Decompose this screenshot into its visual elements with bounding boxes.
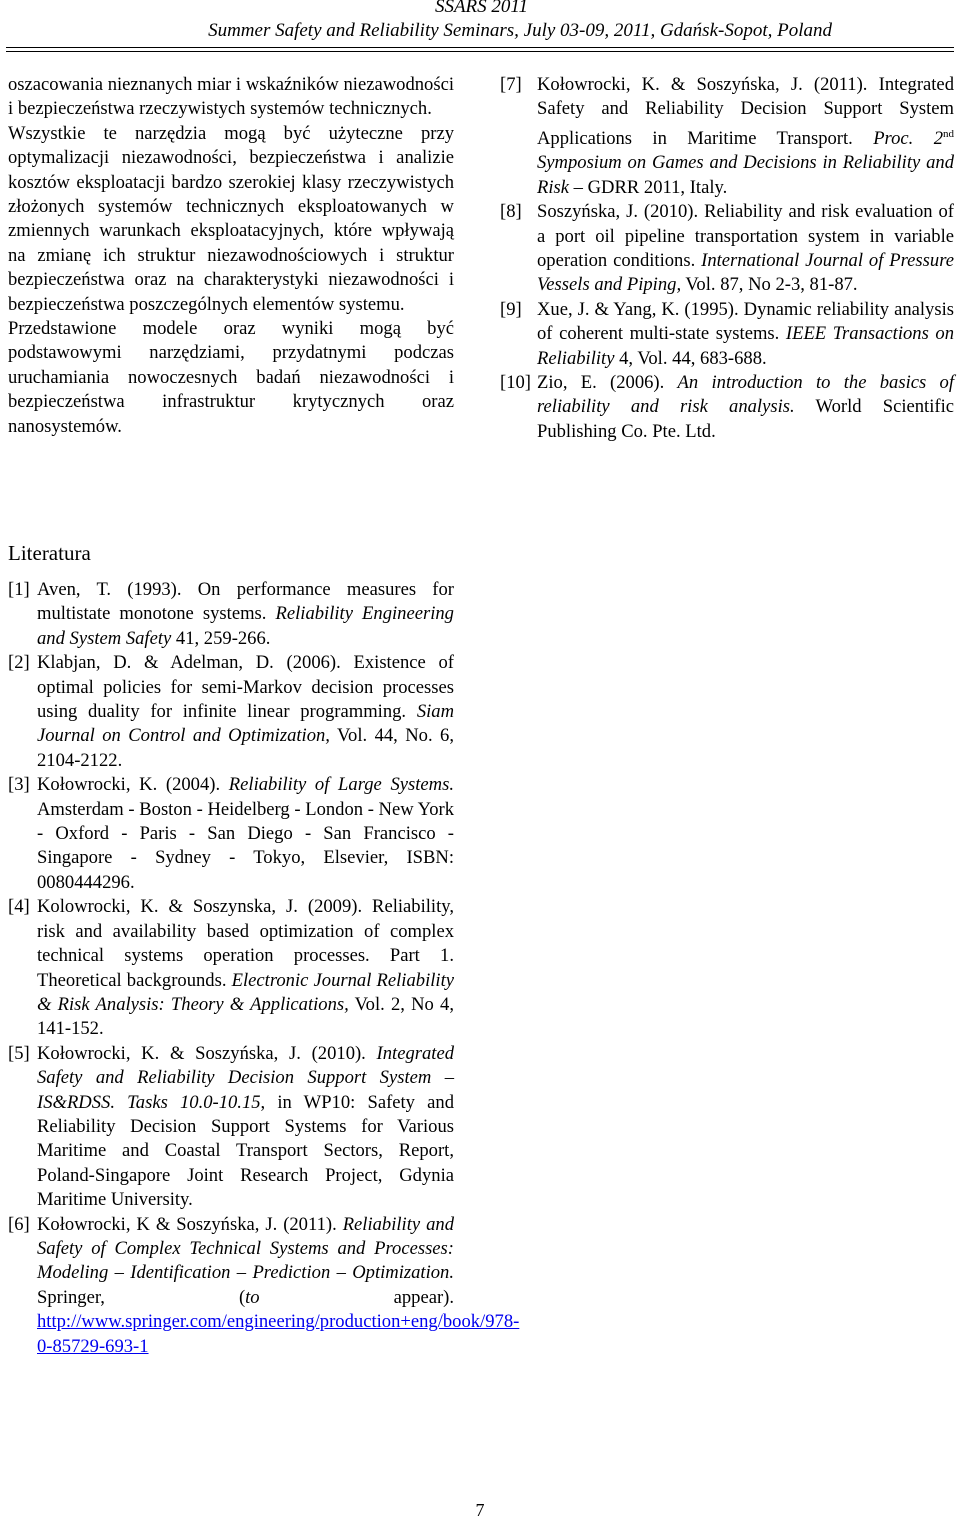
reference-item: [2] Klabjan, D. & Adelman, D. (2006). Existence of optimal policies for semi-Markov decision processes using duality for infinite linear programming. Siam Journal on Control and Optimization, Vol. 44, No. 6, 2104-2122. [8, 652, 454, 771]
reference-item: [1] Aven, T. (1993). On performance measures for multistate monotone systems. Reliability Engineering and System Safety 41, 259-266. [8, 579, 454, 649]
header-subtitle: Summer Safety and Reliability Seminars, July 03-09, 2011, Gdańsk-Sopot, Poland [208, 20, 832, 41]
reference-item: [6] Kołowrocki, K & Soszyńska, J. (2011). Reliability and Safety of Complex Technical Systems and Processes: Modeling – Identification – Prediction – Optimization. Springer, (to appear). http://www.springer.com/engineering/production+eng/book/978-0-85729-693-1 [8, 1213, 520, 1357]
reference-item: [3] Kołowrocki, K. (2004). Reliability of Large Systems. Amsterdam - Boston - Heidelberg - London - New York - Oxford - Paris - San Diego - San Francisco - Singapore - Sydney - Tokyo, Elsevier, ISBN: 0080444296. [8, 774, 454, 893]
references-heading: Literatura [8, 541, 91, 565]
reference-item: [9] Xue, J. & Yang, K. (1995). Dynamic reliability analysis of coherent multi-state systems. IEEE Transactions on Reliability 4, Vol. 44, 683-688. [500, 298, 955, 369]
reference-link[interactable]: http://www.springer.com/engineering/production+eng/book/978-0-85729-693-1 [37, 1311, 520, 1357]
reference-item: [8] Soszyńska, J. (2010). Reliability and risk evaluation of a port oil pipeline transportation system in variable operation conditions. International Journal of Pressure Vessels and Piping, Vol. 87, No 2-3, 81-87. [500, 201, 954, 296]
header-title: SSARS 2011 [434, 0, 528, 17]
reference-item: [4] Kolowrocki, K. & Soszynska, J. (2009). Reliability, risk and availability based optimization of complex technical systems operation processes. Part 1. Theoretical backgrounds. Electronic Journal Reliability & Risk Analysis: Theory & Applications, Vol. 2, No 4, 141-152. [8, 896, 454, 1040]
body-paragraph: oszacowania nieznanych miar i wskaźników niezawodności i bezpieczeństwa rzeczywistych systemów technicznych. [8, 74, 454, 120]
reference-item: [10] Zio, E. (2006). An introduction to the basics of reliability and risk analysis. World Scientific Publishing Co. Pte. Ltd. [500, 372, 954, 442]
page-header [0, 0, 960, 46]
body-paragraph: Przedstawione modele oraz wyniki mogą być podstawowymi narzędziami, przydatnymi podczas uruchamiania nowoczesnych badań niezawodności i bezpieczeństwa infrastruktur krytycznych oraz nanosystemów. [8, 318, 454, 437]
reference-item: [7] Kołowrocki, K. & Soszyńska, J. (2011). Integrated Safety and Reliability Decision Support System Applications in Maritime Transport. Proc. 2nd Symposium on Games and Decisions in Reliability and Risk – GDRR 2011, Italy. [500, 74, 954, 198]
left-column [8, 73, 454, 439]
reference-item: [5] Kołowrocki, K. & Soszyńska, J. (2010). Integrated Safety and Reliability Decision Support System – IS&RDSS. Tasks 10.0-10.15, in WP10: Safety and Reliability Decision Support Systems for Various Maritime and Coastal Transport Sectors, Report, Poland-Singapore Joint Research Project, Gdynia Maritime University. [8, 1042, 454, 1211]
references-list-left [8, 578, 520, 1359]
references-list-right [500, 73, 954, 444]
body-paragraph: Wszystkie te narzędzia mogą być użyteczne przy optymalizacji niezawodności, bezpieczeństwa i analizie kosztów eksploatacji bardzo szerokiej klasy rzeczywistych złożonych systemów technicznych eksploatowanych w zmiennych warunkach eksploatacyjnych, które wpływają na zmianę ich struktur niezawodnościowych i struktur bezpieczeństwa oraz na charakterystyki niezawodności i bezpieczeństwa poszczególnych elementów systemu. [8, 122, 454, 315]
page-number: 7 [475, 1500, 485, 1520]
header-rule [6, 47, 954, 52]
